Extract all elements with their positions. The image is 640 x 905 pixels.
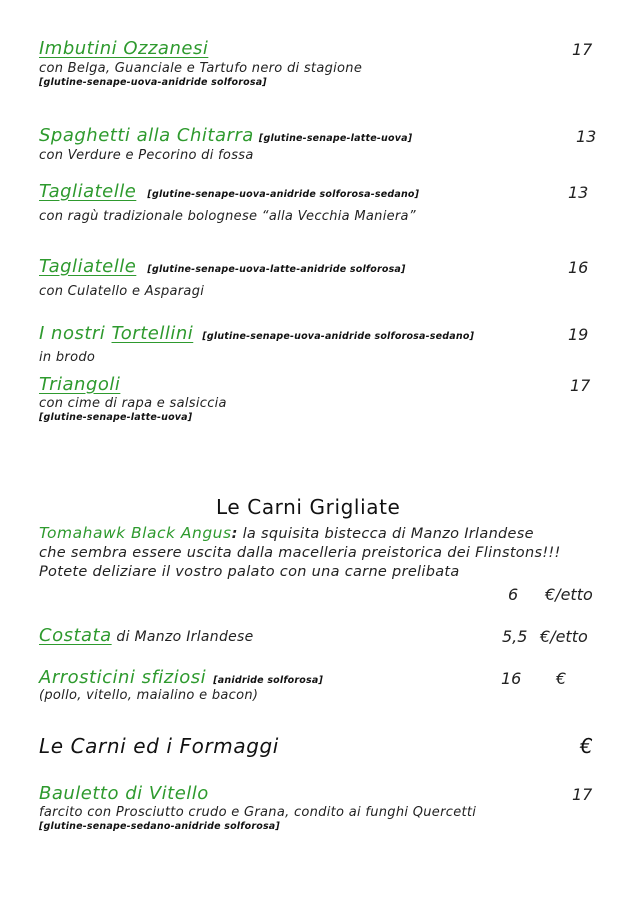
tomahawk-desc-1: la squisita bistecca di Manzo Irlandese <box>237 526 534 542</box>
price-imbutini: 17 <box>572 40 593 59</box>
price-bauletto: 17 <box>572 785 593 804</box>
tomahawk-desc-2: che sembra essere uscita dalla macelleria preistorica dei Flinstons!!! <box>39 545 561 561</box>
dish-name-costata: Costata <box>39 625 112 646</box>
dish-desc-tagliatelle-1: con ragù tradizionale bolognese “alla Vecchia Maniera” <box>39 209 416 224</box>
section-title-grill: Le Carni Grigliate <box>216 495 401 519</box>
allergens-imbutini: [glutine-senape-uova-anidride solforosa] <box>39 77 267 88</box>
dish-name-tagliatelle-1: Tagliatelle <box>39 181 137 202</box>
allergens-tagliatelle-2: [glutine-senape-uova-latte-anidride solforosa] <box>147 264 406 275</box>
price-tomahawk: 6 <box>508 585 519 604</box>
price-costata: 5,5 <box>502 627 528 646</box>
price-arrosticini: 16 <box>501 669 522 688</box>
allergens-bauletto: [glutine-senape-sedano-anidride solforosa] <box>39 821 280 832</box>
dish-name-tomahawk: Tomahawk Black Angus <box>39 524 232 542</box>
dish-name-arrosticini: Arrosticini sfiziosi <box>39 667 207 688</box>
price-tagliatelle-1: 13 <box>568 183 589 202</box>
allergens-tortellini: [glutine-senape-uova-anidride solforosa-sedano] <box>202 331 475 342</box>
price-triangoli: 17 <box>570 376 591 395</box>
dish-name-bauletto: Bauletto di Vitello <box>39 783 209 804</box>
allergens-arrosticini: [anidride solforosa] <box>213 675 324 686</box>
unit-arrosticini: € <box>556 669 567 688</box>
price-spaghetti: 13 <box>576 127 597 146</box>
allergens-triangoli: [glutine-senape-latte-uova] <box>39 412 193 423</box>
dish-row-tagliatelle-1 <box>39 181 419 202</box>
dish-row-arrosticini <box>39 667 323 688</box>
dish-row-tagliatelle-2 <box>39 256 406 277</box>
dish-desc-imbutini: con Belga, Guanciale e Tartufo nero di stagione <box>39 61 363 76</box>
section-title-meats-cheese: Le Carni ed i Formaggi <box>39 734 279 758</box>
dish-name-triangoli: Triangoli <box>39 374 121 395</box>
currency-meats-cheese: € <box>580 734 594 758</box>
dish-row-spaghetti <box>39 125 412 146</box>
tomahawk-line-1 <box>39 524 534 542</box>
dish-name-imbutini: Imbutini Ozzanesi <box>39 38 209 59</box>
tomahawk-desc-3: Potete deliziare il vostro palato con una carne prelibata <box>39 564 460 580</box>
allergens-spaghetti: [glutine-senape-latte-uova] <box>258 133 413 144</box>
price-tortellini: 19 <box>568 325 589 344</box>
unit-costata: €/etto <box>540 627 588 646</box>
dish-desc-bauletto: farcito con Prosciutto crudo e Grana, condito ai funghi Quercetti <box>39 805 477 820</box>
dish-desc-costata: di Manzo Irlandese <box>111 629 254 645</box>
allergens-tagliatelle-1: [glutine-senape-uova-anidride solforosa-sedano] <box>147 189 420 200</box>
dish-desc-spaghetti: con Verdure e Pecorino di fossa <box>39 148 254 163</box>
dish-name-tortellini-prefix: I nostri <box>39 323 112 344</box>
dish-row-costata <box>39 625 254 646</box>
dish-desc-tagliatelle-2: con Culatello e Asparagi <box>39 284 205 299</box>
dish-row-tortellini <box>39 323 474 344</box>
unit-tomahawk: €/etto <box>545 585 593 604</box>
price-tagliatelle-2: 16 <box>568 258 589 277</box>
dish-name-tortellini: Tortellini <box>111 323 194 344</box>
tomahawk-colon: : <box>231 526 238 542</box>
dish-desc-arrosticini: (pollo, vitello, maialino e bacon) <box>39 688 259 703</box>
dish-name-tagliatelle-2: Tagliatelle <box>39 256 137 277</box>
dish-desc-triangoli: con cime di rapa e salsiccia <box>39 396 227 411</box>
dish-name-spaghetti: Spaghetti alla Chitarra <box>39 125 254 146</box>
dish-desc-tortellini: in brodo <box>39 350 96 365</box>
